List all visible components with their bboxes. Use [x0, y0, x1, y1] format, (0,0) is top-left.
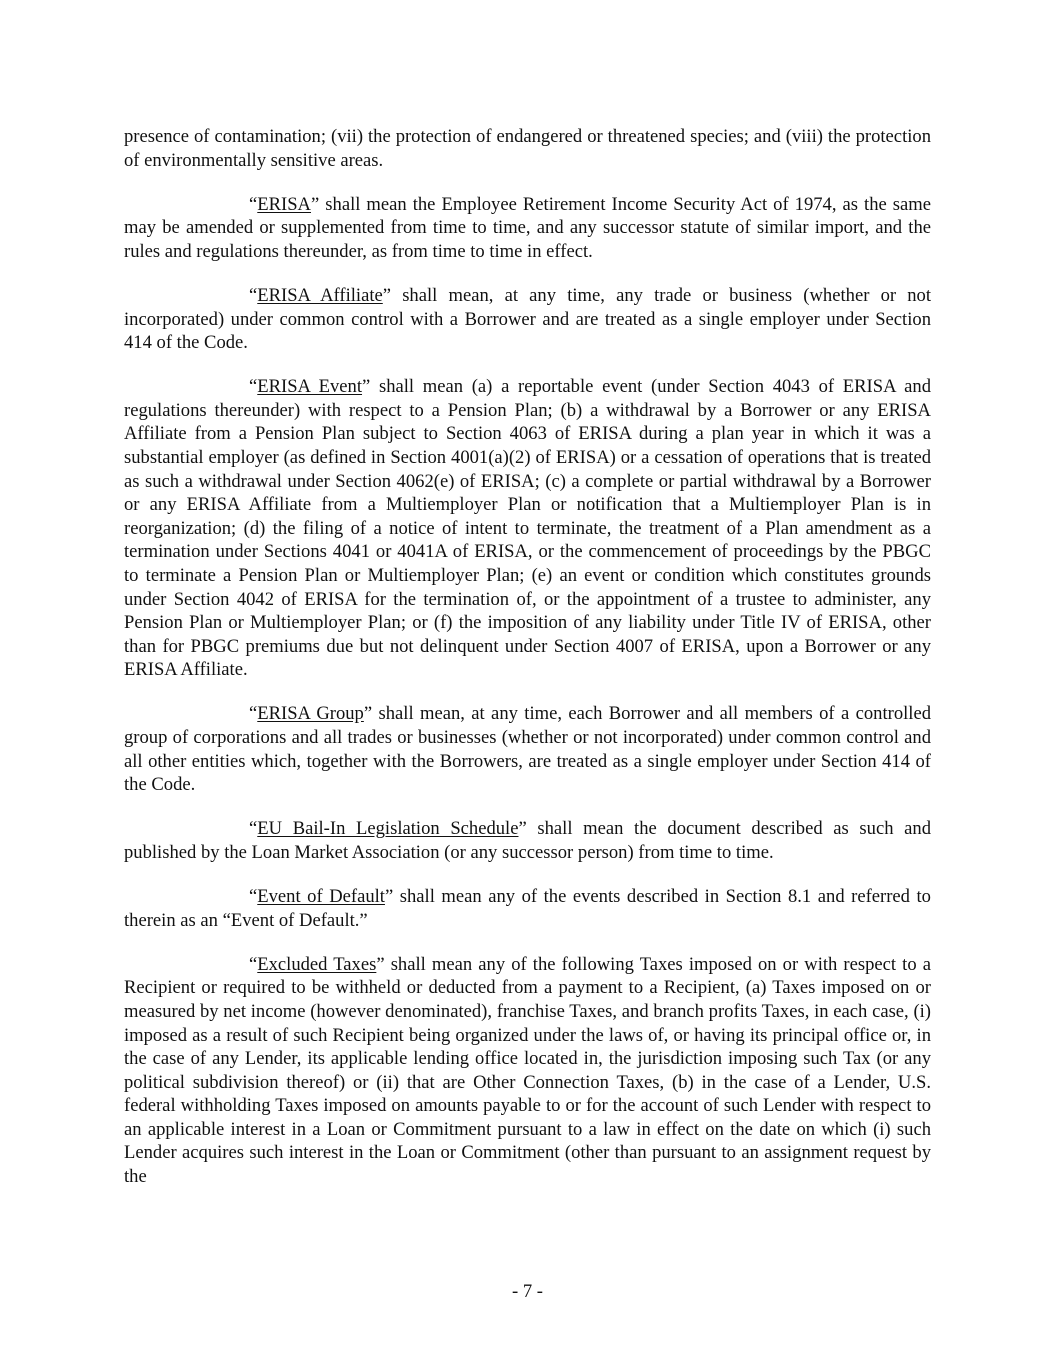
defined-term: Excluded Taxes — [257, 953, 377, 975]
definition-erisa-event — [124, 375, 931, 682]
definition-text: ” shall mean the Employee Retirement Income Security Act of 1974, as the same may be amended or supplemented from time to time, and any successor statute of similar import, and the rules and regulations thereunder, as from time to time in effect. — [124, 193, 931, 262]
definition-text: ” shall mean (a) a reportable event (under Section 4043 of ERISA and regulations thereunder) with respect to a Pension Plan; (b) a withdrawal by a Borrower or any ERISA Affiliate from a Pension Plan subject to Section 4063 of ERISA during a plan year in which it was a substantial employer (as defined in Section 4001(a)(2) of ERISA) or a cessation of operations that is treated as such a withdrawal under Section 4062(e) of ERISA; (c) a complete or partial withdrawal by a Borrower or any ERISA Affiliate from a Multiemployer Plan or notification that a Multiemployer Plan is in reorganization; (d) the filing of a notice of intent to terminate, the treatment of a Plan amendment as a termination under Sections 4041 or 4041A of ERISA, or the commencement of proceedings by the PBGC to terminate a Pension Plan or Multiemployer Plan; (e) an event or condition which constitutes grounds under Section 4042 of ERISA for the termination of, or the appointment of a trustee to administer, any Pension Plan or Multiemployer Plan; or (f) the imposition of any liability under Title IV of ERISA, other than for PBGC premiums due but not delinquent under Section 4007 of ERISA, upon a Borrower or any ERISA Affiliate. — [124, 376, 932, 681]
defined-term: ERISA Event — [257, 376, 363, 398]
open-quote: “ — [249, 703, 258, 725]
definition-text: ” shall mean any of the following Taxes imposed on or with respect to a Recipient or required to be withheld or deducted from a payment to a Recipient, (a) Taxes imposed on or measured by net income (however denominated), franchise Taxes, and branch profits Taxes, in each case, (i) imposed as a result of such Recipient being organized under the laws of, or having its principal office or, in the case of any Lender, its applicable lending office located in, the jurisdiction imposing such Tax (or any political subdivision thereof) or (ii) that are Other Connection Taxes, (b) in the case of a Lender, U.S. federal withholding Taxes imposed on amounts payable to or for the account of such Lender with respect to an applicable interest in a Loan or Commitment pursuant to a law in effect on the date on which (i) such Lender acquires such interest in the Loan or Commitment (other than pursuant to an assignment request by the — [124, 953, 931, 1188]
definition-erisa-affiliate — [124, 284, 931, 355]
paragraph-continuation — [124, 125, 931, 172]
defined-term: EU Bail-In Legislation Schedule — [257, 818, 519, 840]
paragraph-text: presence of contamination; (vii) the protection of endangered or threatened species; and (viii) the protection of environmentally sensitive areas. — [124, 126, 931, 171]
definition-text: ” shall mean any of the events described in Section 8.1 and referred to therein as an “Event of Default.” — [124, 886, 931, 931]
open-quote: “ — [249, 886, 258, 908]
definition-text: ” shall mean, at any time, each Borrower and all members of a controlled group of corporations and all trades or businesses (whether or not incorporated) under common control and all other entities which, together with the Borrowers, are treated as a single employer under Section 414 of the Code. — [124, 703, 931, 796]
document-body — [124, 125, 931, 1209]
definition-eu-bail-in-legislation-schedule — [124, 817, 931, 864]
defined-term: ERISA — [257, 193, 311, 215]
definition-event-of-default — [124, 885, 931, 932]
open-quote: “ — [249, 953, 258, 975]
definition-text: ” shall mean, at any time, any trade or business (whether or not incorporated) under common control with a Borrower and are treated as a single employer under Section 414 of the Code. — [124, 284, 931, 354]
definition-text: ” shall mean the document described as such and published by the Loan Market Association (or any successor person) from time to time. — [124, 818, 931, 863]
defined-term: Event of Default — [257, 886, 385, 908]
open-quote: “ — [249, 818, 258, 840]
defined-term: ERISA Affiliate — [257, 284, 383, 306]
definition-erisa — [124, 193, 931, 264]
definition-erisa-group — [124, 702, 931, 796]
open-quote: “ — [249, 284, 258, 306]
page-number: - 7 - — [512, 1281, 543, 1302]
open-quote: “ — [249, 193, 258, 215]
definition-excluded-taxes — [124, 953, 931, 1189]
open-quote: “ — [249, 376, 258, 398]
defined-term: ERISA Group — [257, 703, 364, 725]
